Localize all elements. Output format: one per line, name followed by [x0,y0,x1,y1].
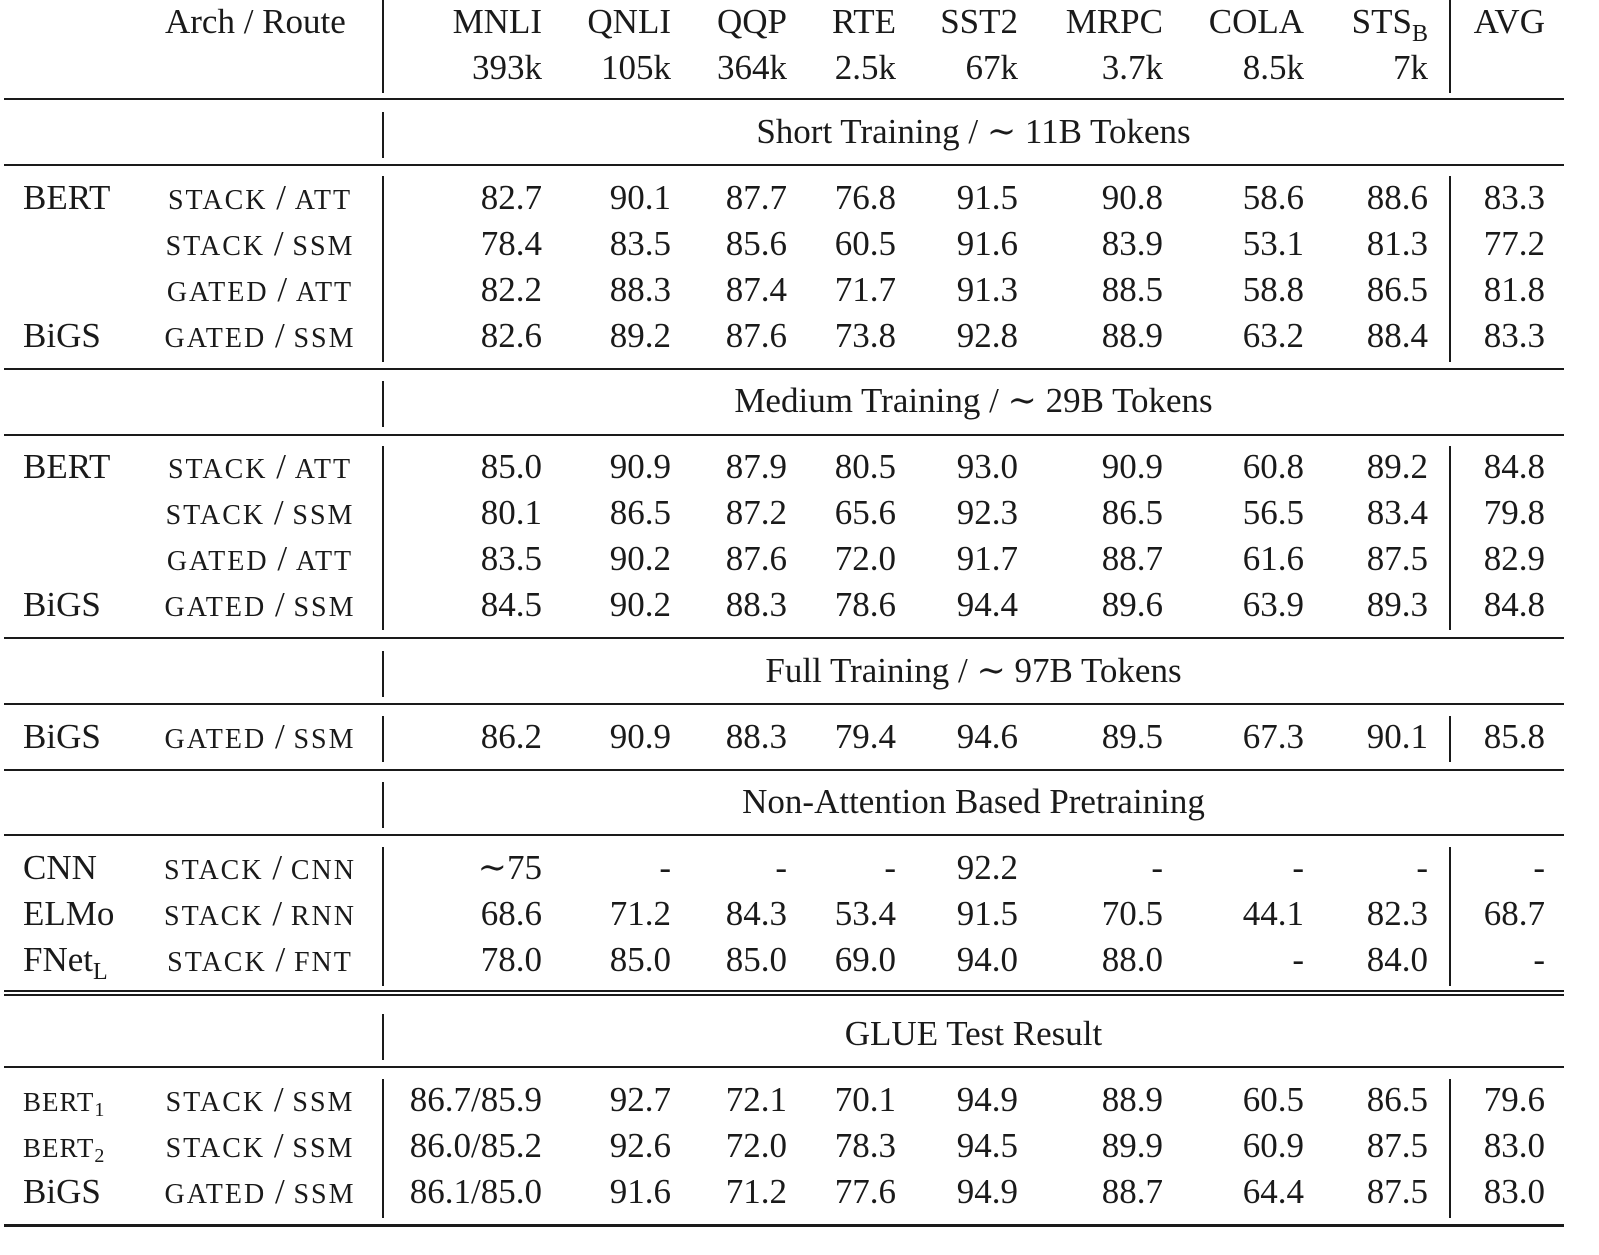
route-label: SSM [292,500,355,531]
arch-label: STACK [167,454,268,485]
task-name: QNLI [587,2,671,41]
arch-label: STACK [165,1087,266,1118]
arch-label: GATED [164,592,267,623]
score-cell: 88.6 [1366,178,1428,217]
score-cell: 88.3 [725,717,787,756]
score-cell: 89.9 [1101,1126,1163,1165]
arch-label: STACK [165,231,266,262]
score-cell: 70.5 [1101,894,1163,933]
score-cell: 85.0 [480,447,542,486]
score-cell: 88.7 [1101,1172,1163,1211]
score-cell: 69.0 [834,940,896,979]
score-cell: 90.9 [609,717,671,756]
score-cell: 93.0 [956,447,1018,486]
arch-label: GATED [164,323,267,354]
body-separator-right [1449,176,1451,362]
route-label: CNN [290,855,356,886]
score-cell: 83.9 [1101,224,1163,263]
arch-label: GATED [164,1179,267,1210]
task-name: COLA [1208,2,1304,41]
score-cell: 53.1 [1242,224,1304,263]
score-cell: 87.9 [725,447,787,486]
score-cell: 78.4 [480,224,542,263]
model-name [23,178,110,218]
score-cell: 91.5 [956,894,1018,933]
score-cell: 91.3 [956,270,1018,309]
body-separator-left [382,847,384,986]
double-rule-bottom [4,994,1564,996]
score-cell: 86.5 [1366,1080,1428,1119]
arch-label: STACK [164,901,264,932]
score-cell: 82.6 [480,316,542,355]
model-name [23,585,101,625]
route-label: SSM [292,1133,355,1164]
bottom-rule [4,1224,1564,1227]
score-cell: 86.1/85.0 [409,1172,542,1211]
route-label: SSM [293,724,356,755]
score-cell: 88.9 [1101,1080,1163,1119]
model-label: BERT [23,1133,95,1163]
model-name [23,717,101,757]
score-cell: 58.8 [1242,270,1304,309]
score-cell: 77.6 [834,1172,896,1211]
model-subscript: 1 [94,1099,105,1121]
score-cell: 92.7 [609,1080,671,1119]
score-cell: 87.6 [725,316,787,355]
score-cell: 91.5 [956,178,1018,217]
model-name [23,316,101,356]
score-cell: 92.8 [956,316,1018,355]
avg-score-cell: 79.8 [1483,493,1545,532]
body-separator-right [1449,716,1451,762]
task-size-header: 393k [472,48,542,87]
task-size-header: 7k [1393,48,1428,87]
model-label: BiGS [23,316,101,355]
task-size-header: 2.5k [834,48,896,87]
task-name: MNLI [452,2,542,41]
route-label: SSM [293,1179,356,1210]
score-cell: 88.3 [725,585,787,624]
score-cell: 70.1 [834,1080,896,1119]
arch-route-slash: / [266,585,294,624]
score-cell: 88.5 [1101,270,1163,309]
arch-route-slash: / [263,894,291,933]
score-cell: 86.0/85.2 [409,1126,542,1165]
model-name [23,894,114,934]
arch-label: GATED [166,546,269,577]
avg-score-cell: - [1533,848,1545,887]
arch-route-slash: / [263,848,291,887]
arch-route-header: Arch / Route [165,2,346,41]
section-title-rule [4,434,1564,436]
arch-label: STACK [165,500,266,531]
arch-label: STACK [164,855,264,886]
score-cell: 87.6 [725,539,787,578]
section-rule [4,769,1564,771]
header-separator-left [382,0,384,93]
score-cell: 94.5 [956,1126,1018,1165]
score-cell: 83.5 [480,539,542,578]
section-title-rule [4,1066,1564,1068]
route-label: ATT [295,546,354,577]
score-cell: 87.2 [725,493,787,532]
score-cell: 81.3 [1366,224,1428,263]
section-title-rule [4,703,1564,705]
task-name-subscript: B [1411,21,1428,47]
arch-label: STACK [165,1133,266,1164]
model-label: ELMo [23,894,115,933]
section-title-rule [4,834,1564,836]
section-title: Medium Training / ∼ 29B Tokens [734,381,1213,420]
score-cell: 84.3 [725,894,787,933]
score-cell: 73.8 [834,316,896,355]
score-cell: 76.8 [834,178,896,217]
section-rule [4,368,1564,370]
score-cell: 60.5 [834,224,896,263]
avg-score-cell: 79.6 [1483,1080,1545,1119]
score-cell: 90.1 [1366,717,1428,756]
avg-score-cell: 83.0 [1483,1126,1545,1165]
route-label: SSM [293,323,356,354]
score-cell: 82.2 [480,270,542,309]
score-cell: 92.3 [956,493,1018,532]
score-cell: 58.6 [1242,178,1304,217]
model-name [23,447,110,487]
score-cell: 80.5 [834,447,896,486]
score-cell: 78.3 [834,1126,896,1165]
score-cell: 90.8 [1101,178,1163,217]
avg-score-cell: 82.9 [1483,539,1545,578]
section-rule [4,637,1564,639]
score-cell: 64.4 [1242,1172,1304,1211]
task-name: SST2 [940,2,1018,41]
score-cell: 94.9 [956,1080,1018,1119]
route-label: SSM [292,1087,355,1118]
arch-route-slash: / [266,316,294,355]
score-cell: 82.7 [480,178,542,217]
arch-route-slash: / [267,178,295,217]
avg-score-cell: 85.8 [1483,717,1545,756]
score-cell: 91.6 [609,1172,671,1211]
task-size-header: 3.7k [1101,48,1163,87]
model-label: BERT [23,178,111,217]
score-cell: 85.6 [725,224,787,263]
score-cell: - [1416,848,1428,887]
task-name: RTE [831,2,896,41]
double-rule-top [4,990,1564,992]
score-cell: 84.0 [1366,940,1428,979]
score-cell: 89.6 [1101,585,1163,624]
score-cell: 88.0 [1101,940,1163,979]
model-name [23,1126,104,1171]
route-label: ATT [294,185,353,216]
score-cell: 44.1 [1242,894,1304,933]
model-label: FNet [23,940,93,979]
score-cell: 82.3 [1366,894,1428,933]
score-cell: 91.7 [956,539,1018,578]
score-cell: 94.0 [956,940,1018,979]
arch-route-slash: / [266,717,294,756]
task-size-header: 105k [601,48,671,87]
score-cell: 91.6 [956,224,1018,263]
score-cell: 86.5 [609,493,671,532]
score-cell: 60.9 [1242,1126,1304,1165]
score-cell: 71.7 [834,270,896,309]
model-name [23,848,97,888]
arch-route-slash: / [268,270,296,309]
arch-route-slash: / [266,940,294,979]
model-label: BiGS [23,585,101,624]
score-cell: 56.5 [1242,493,1304,532]
score-cell: 87.5 [1366,539,1428,578]
score-cell: 78.6 [834,585,896,624]
score-cell: 94.6 [956,717,1018,756]
model-subscript: L [93,959,108,985]
route-label: RNN [290,901,356,932]
score-cell: 90.2 [609,539,671,578]
score-cell: 90.2 [609,585,671,624]
score-cell: 83.5 [609,224,671,263]
score-cell: 68.6 [480,894,542,933]
avg-score-cell: 83.0 [1483,1172,1545,1211]
section-title: Short Training / ∼ 11B Tokens [756,112,1191,151]
arch-route-slash: / [266,1172,294,1211]
arch-label: GATED [166,277,269,308]
score-cell: 83.4 [1366,493,1428,532]
score-cell: 85.0 [725,940,787,979]
score-cell: 88.9 [1101,316,1163,355]
avg-score-cell: 83.3 [1483,178,1545,217]
score-cell: - [1292,848,1304,887]
score-cell: 86.7/85.9 [409,1080,542,1119]
score-cell: 60.5 [1242,1080,1304,1119]
model-name [23,1080,104,1125]
score-cell: 87.4 [725,270,787,309]
score-cell: ∼75 [477,848,542,887]
body-separator-left [382,1079,384,1218]
avg-score-cell: 68.7 [1483,894,1545,933]
model-subscript: 2 [94,1145,105,1167]
route-label: ATT [294,454,353,485]
task-name: QQP [716,2,787,41]
score-cell: 90.9 [1101,447,1163,486]
score-cell: 78.0 [480,940,542,979]
score-cell: 92.2 [956,848,1018,887]
score-cell: 79.4 [834,717,896,756]
avg-score-cell: 84.8 [1483,585,1545,624]
score-cell: - [659,848,671,887]
task-name: STS [1351,2,1412,41]
score-cell: - [1292,940,1304,979]
model-name [23,1172,101,1212]
score-cell: 67.3 [1242,717,1304,756]
score-cell: 60.8 [1242,447,1304,486]
score-cell: 84.5 [480,585,542,624]
score-cell: 87.7 [725,178,787,217]
task-size-header: 364k [717,48,787,87]
avg-score-cell: 77.2 [1483,224,1545,263]
body-separator-left [382,716,384,762]
route-label: SSM [292,231,355,262]
score-cell: 92.6 [609,1126,671,1165]
score-cell: 72.0 [834,539,896,578]
score-cell: 89.2 [609,316,671,355]
model-name [23,940,108,984]
section-title-rule [4,164,1564,166]
score-cell: 72.0 [725,1126,787,1165]
body-separator-right [1449,847,1451,986]
model-label: BiGS [23,1172,101,1211]
header-separator-right [1449,0,1451,93]
score-cell: 86.5 [1366,270,1428,309]
score-cell: 85.0 [609,940,671,979]
score-cell: 63.9 [1242,585,1304,624]
score-cell: 86.2 [480,717,542,756]
model-label: BERT [23,447,111,486]
route-label: ATT [295,277,354,308]
score-cell: - [1151,848,1163,887]
route-label: SSM [293,592,356,623]
model-label: CNN [23,848,97,887]
arch-route-slash: / [265,493,293,532]
score-cell: 65.6 [834,493,896,532]
model-label: BiGS [23,717,101,756]
avg-score-cell: - [1533,940,1545,979]
score-cell: 90.9 [609,447,671,486]
arch-label: GATED [164,724,267,755]
arch-route-slash: / [267,447,295,486]
score-cell: 80.1 [480,493,542,532]
score-cell: 71.2 [609,894,671,933]
score-cell: 88.7 [1101,539,1163,578]
body-separator-right [1449,1079,1451,1218]
score-cell: 94.9 [956,1172,1018,1211]
score-cell: 88.4 [1366,316,1428,355]
arch-route-slash: / [265,1126,293,1165]
score-cell: 90.1 [609,178,671,217]
arch-label: STACK [167,185,268,216]
score-cell: 94.4 [956,585,1018,624]
score-cell: 71.2 [725,1172,787,1211]
route-label: FNT [293,947,353,978]
header-rule [4,98,1564,100]
score-cell: 53.4 [834,894,896,933]
score-cell: 61.6 [1242,539,1304,578]
score-cell: 86.5 [1101,493,1163,532]
avg-score-cell: 81.8 [1483,270,1545,309]
arch-route-slash: / [265,224,293,263]
score-cell: 89.2 [1366,447,1428,486]
score-cell: 89.3 [1366,585,1428,624]
arch-route-slash: / [265,1080,293,1119]
task-name: MRPC [1065,2,1163,41]
score-cell: 89.5 [1101,717,1163,756]
section-title: Full Training / ∼ 97B Tokens [765,651,1182,690]
avg-score-cell: 84.8 [1483,447,1545,486]
arch-route-slash: / [268,539,296,578]
model-label: BERT [23,1087,95,1117]
avg-header: AVG [1473,2,1545,41]
task-size-header: 8.5k [1242,48,1304,87]
score-cell: - [884,848,896,887]
score-cell: 88.3 [609,270,671,309]
body-separator-right [1449,446,1451,630]
task-size-header: 67k [965,48,1018,87]
score-cell: - [775,848,787,887]
section-title: Non-Attention Based Pretraining [742,782,1205,821]
section-title: GLUE Test Result [844,1014,1103,1053]
score-cell: 72.1 [725,1080,787,1119]
score-cell: 87.5 [1366,1172,1428,1211]
avg-score-cell: 83.3 [1483,316,1545,355]
score-cell: 63.2 [1242,316,1304,355]
body-separator-left [382,446,384,630]
score-cell: 87.5 [1366,1126,1428,1165]
arch-label: STACK [167,947,267,978]
body-separator-left [382,176,384,362]
